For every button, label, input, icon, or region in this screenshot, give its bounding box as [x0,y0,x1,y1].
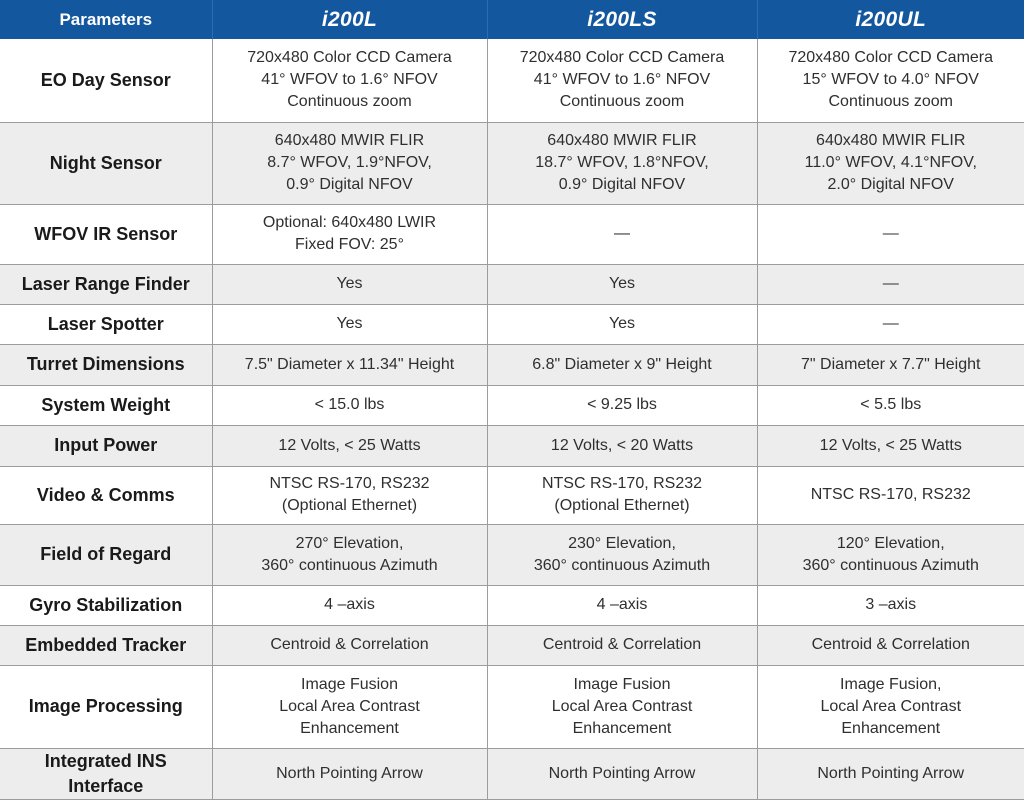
i200l-value [212,385,487,425]
cell-text-line: 360° continuous Azimuth [802,556,979,574]
i200ls-value [487,344,757,385]
cell-text-line: Continuous zoom [559,93,685,111]
cell-text-line: 640x480 MWIR FLIR [816,132,966,149]
parameter-label [0,304,212,344]
parameter-label [0,385,212,425]
table-row [0,425,1024,466]
table-row [0,204,1024,264]
cell-text-line: Field of Regard [40,544,172,564]
cell-text-line: NTSC RS-170, RS232 [541,475,703,492]
cell-text-line: WFOV IR Sensor [34,223,178,244]
i200ls-value [487,385,757,425]
i200ul-value [757,264,1024,304]
cell-text-line: NTSC RS-170, RS232 [269,475,430,492]
parameter-label [0,264,212,304]
i200l-value [212,344,487,385]
i200ls-value [487,665,757,748]
i200l-value [212,748,487,799]
cell-text-line: North Pointing Arrow [817,764,965,782]
cell-text-line: 8.7° WFOV, 1.9°NFOV, [267,154,432,171]
cell-text-line: Laser Range Finder [21,273,190,294]
cell-text-line: Enhancement [841,719,941,737]
table-row [0,344,1024,385]
cell-text-line: Image Fusion [573,675,671,693]
i200ul-value [757,524,1024,585]
i200ls-value [487,748,757,799]
i200l-value [212,39,487,122]
i200ls-value [487,304,757,344]
i200l-value [212,665,487,748]
cell-text-line: North Pointing Arrow [276,764,423,782]
table-row [0,625,1024,665]
cell-text-line: 7.5" Diameter x 11.34" Height [244,355,455,373]
cell-text-line: Centroid & Correlation [811,636,970,653]
cell-text-line: 12 Volts, < 25 Watts [278,436,421,454]
cell-text-line: Local Area Contrast [279,697,420,715]
table-row [0,665,1024,748]
i200ls-value [487,264,757,304]
cell-text-line: 2.0° Digital NFOV [827,176,954,193]
cell-text-line: Yes [336,315,363,332]
cell-text-line: Laser Spotter [47,313,164,334]
cell-text-line: 640x480 MWIR FLIR [274,132,425,149]
parameter-label [0,585,212,625]
cell-text-line: 41° WFOV to 1.6° NFOV [533,71,711,89]
i200ls-value [487,466,757,524]
i200ls-value [487,204,757,264]
cell-text-line: Image Fusion [301,675,398,693]
parameter-label [0,748,212,799]
cell-text-line: Continuous zoom [828,93,953,111]
cell-text-line: Gyro Stabilization [29,594,183,615]
table-row [0,39,1024,122]
cell-text-line: < 9.25 lbs [587,396,657,413]
cell-text-line: < 15.0 lbs [314,396,385,413]
i200ul-value [757,122,1024,204]
parameter-label [0,625,212,665]
cell-text-line: Input Power [54,435,158,455]
i200ul-value [757,39,1024,122]
cell-text-line: Local Area Contrast [820,697,962,715]
cell-text-line: Local Area Contrast [551,697,693,715]
i200ls-value [487,585,757,625]
cell-text-line: North Pointing Arrow [548,764,696,782]
cell-text-line: (Optional Ethernet) [281,497,418,514]
cell-text-line: 6.8" Diameter x 9" Height [532,355,712,373]
cell-text-line: — [882,225,899,242]
table-row [0,466,1024,524]
i200l-value [212,264,487,304]
cell-text-line: 3 –axis [865,596,917,613]
cell-text-line: Yes [608,315,636,332]
i200l-value [212,585,487,625]
cell-text-line: 4 –axis [324,596,375,613]
cell-text-line: 12 Volts, < 20 Watts [550,436,694,454]
header-model-i200l: i200L [212,0,487,39]
parameter-label [0,524,212,585]
cell-text-line: 18.7° WFOV, 1.8°NFOV, [535,154,709,171]
cell-text-line: System Weight [41,394,171,415]
table-row [0,304,1024,344]
cell-text-line: < 5.5 lbs [860,396,922,413]
i200ls-value [487,625,757,665]
i200ul-value [757,665,1024,748]
i200ls-value [487,524,757,585]
cell-text-line: 15° WFOV to 4.0° NFOV [802,71,979,89]
cell-text-line: Fixed FOV: 25° [295,236,404,253]
table-row [0,264,1024,304]
cell-text-line: 7" Diameter x 7.7" Height [801,355,981,373]
cell-text-line: 12 Volts, < 25 Watts [819,436,962,454]
i200ul-value [757,748,1024,799]
cell-text-line: Image Processing [28,696,183,716]
cell-text-line: 360° continuous Azimuth [261,556,438,574]
cell-text-line: Enhancement [300,719,399,737]
cell-text-line: 41° WFOV to 1.6° NFOV [261,71,438,89]
cell-text-line: 270° Elevation, [295,534,404,552]
header-row [0,0,1024,39]
cell-text-line: 4 –axis [596,596,648,613]
cell-text-line: Video & Comms [36,484,175,505]
i200ul-value [757,344,1024,385]
cell-text-line: Embedded Tracker [25,634,187,655]
cell-text-line: 720x480 Color CCD Camera [247,49,452,67]
i200ls-value [487,425,757,466]
cell-text-line: 720x480 Color CCD Camera [519,49,725,67]
table-row [0,122,1024,204]
i200l-value [212,122,487,204]
table-body [0,39,1024,799]
cell-text-line: Interface [68,775,144,796]
parameter-label [0,204,212,264]
cell-text-line: Yes [608,275,636,292]
cell-text-line: Optional: 640x480 LWIR [262,214,437,231]
cell-text-line: Image Fusion, [840,675,942,693]
cell-text-line: Night Sensor [49,152,162,173]
cell-text-line: Enhancement [572,719,672,737]
table-row [0,524,1024,585]
parameter-label [0,665,212,748]
cell-text-line: EO Day Sensor [40,69,171,90]
table-row [0,748,1024,799]
i200ul-value [757,304,1024,344]
table-row [0,585,1024,625]
cell-text-line: NTSC RS-170, RS232 [810,486,971,503]
header-parameters: Parameters [0,0,212,39]
i200ul-value [757,204,1024,264]
cell-text-line: 0.9° Digital NFOV [286,176,413,193]
i200ul-value [757,466,1024,524]
cell-text-line: 0.9° Digital NFOV [558,176,686,193]
i200l-value [212,425,487,466]
cell-text-line: 11.0° WFOV, 4.1°NFOV, [804,154,977,171]
cell-text-line: Centroid & Correlation [270,636,429,653]
parameter-label [0,466,212,524]
i200l-value [212,204,487,264]
cell-text-line: (Optional Ethernet) [554,497,690,514]
i200ls-value [487,122,757,204]
i200l-value [212,466,487,524]
cell-text-line: 120° Elevation, [836,534,945,552]
cell-text-line: — [614,225,630,242]
cell-text-line: 360° continuous Azimuth [533,556,711,574]
cell-text-line: Yes [336,275,363,292]
i200l-value [212,304,487,344]
cell-text-line: — [882,275,899,292]
header-model-i200ls: i200LS [487,0,757,39]
i200ul-value [757,385,1024,425]
i200ul-value [757,625,1024,665]
parameter-label [0,344,212,385]
i200ul-value [757,425,1024,466]
cell-text-line: Integrated INS [44,750,167,771]
parameter-label [0,39,212,122]
i200l-value [212,625,487,665]
header-model-i200ul: i200UL [855,7,927,31]
cell-text-line: 230° Elevation, [568,534,676,552]
parameter-label [0,425,212,466]
cell-text-line: 720x480 Color CCD Camera [788,49,994,67]
table-header [0,0,1024,39]
cell-text-line: — [882,315,899,332]
i200l-value [212,524,487,585]
i200ls-value [487,39,757,122]
parameter-label [0,122,212,204]
table-row [0,385,1024,425]
cell-text-line: Centroid & Correlation [542,636,702,653]
cell-text-line: Turret Dimensions [26,354,185,374]
cell-text-line: Continuous zoom [287,93,412,111]
cell-text-line: 640x480 MWIR FLIR [547,132,697,149]
i200ul-value [757,585,1024,625]
